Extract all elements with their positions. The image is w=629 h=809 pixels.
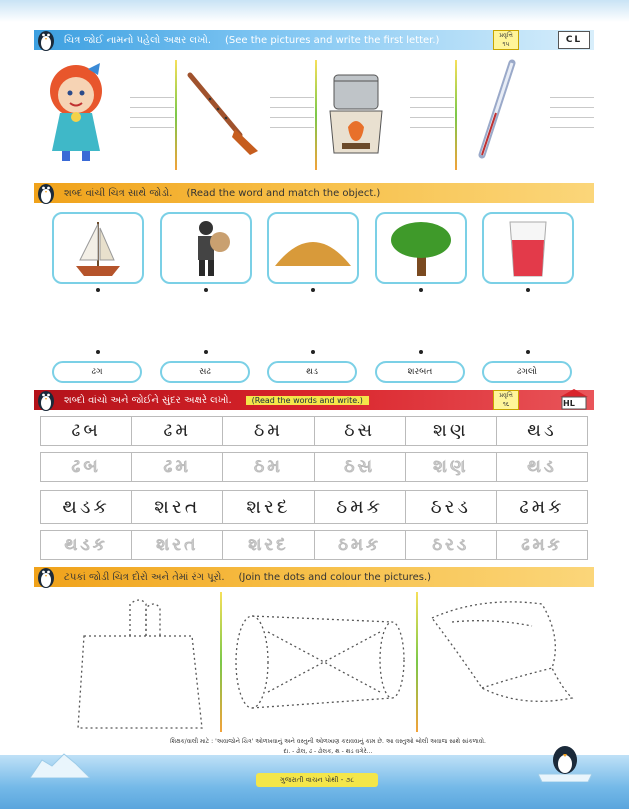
section4-header <box>34 567 594 587</box>
thief-icon <box>162 214 250 282</box>
match-dot[interactable] <box>311 288 315 292</box>
penguin-icon <box>36 179 56 205</box>
tag-hl: HL <box>563 399 575 408</box>
divider <box>416 592 418 732</box>
first-letter-row <box>40 55 600 170</box>
word-cell: ઢમક <box>497 491 588 523</box>
divider <box>455 60 457 170</box>
stove-icon <box>320 55 400 165</box>
word-cell: ઢમ <box>132 417 223 445</box>
match-dot[interactable] <box>526 288 530 292</box>
glass-card <box>482 212 574 284</box>
word-cell: શરત <box>132 491 223 523</box>
trace-row-1[interactable] <box>40 452 588 482</box>
heap-card <box>267 212 359 284</box>
word-cell: થડ <box>497 417 588 445</box>
section2-subtitle: (Read the word and match the object.) <box>186 187 381 199</box>
doll-item <box>40 55 180 170</box>
dotted-shell-icon[interactable] <box>422 598 582 718</box>
word-cell: ઠસ <box>315 417 406 445</box>
word-pill: ઢગ <box>52 361 142 383</box>
section4-subtitle: (Join the dots and colour the pictures.) <box>238 571 432 583</box>
sailboat-icon <box>54 214 142 282</box>
trace-cell[interactable]: ઢબ <box>40 453 132 481</box>
tag-cl: CL <box>558 31 590 49</box>
trace-cell[interactable]: થડ <box>497 453 588 481</box>
thermometer-item <box>460 55 600 170</box>
tree-card <box>375 212 467 284</box>
dotted-bag-icon[interactable] <box>74 598 214 734</box>
section3-title: શબ્દો વાંચો અને જોઈને સુંદર અક્ષરે લખો. <box>64 394 232 406</box>
heap-icon <box>269 214 357 282</box>
shehnai-icon <box>180 55 270 165</box>
practice-row-1 <box>40 416 588 446</box>
section3-subtitle: (Read the words and write.) <box>246 396 369 405</box>
thermometer-icon <box>460 55 540 165</box>
penguin-icon <box>36 563 56 589</box>
word-pill: થડ <box>267 361 357 383</box>
section1-subtitle: (See the pictures and write the first letter.) <box>225 34 440 46</box>
shehnai-item <box>180 55 320 170</box>
glass-icon <box>484 214 572 282</box>
word-cell: ઠરડ <box>406 491 497 523</box>
word-cell: થડક <box>40 491 132 523</box>
word-cell: ઢબ <box>40 417 132 445</box>
activity-badge: પ્રવૃત્તિ ૧૫ <box>493 30 519 50</box>
trace-row-2[interactable] <box>40 530 588 560</box>
match-dot[interactable] <box>311 350 315 354</box>
write-lines[interactable] <box>410 97 454 137</box>
stove-item <box>320 55 460 170</box>
match-dot[interactable] <box>96 288 100 292</box>
dotted-drum-icon[interactable] <box>232 602 412 722</box>
boat-card <box>52 212 144 284</box>
practice-row-2 <box>40 490 588 524</box>
top-band <box>0 0 629 22</box>
match-dot[interactable] <box>419 288 423 292</box>
trace-cell[interactable]: શણ <box>406 453 497 481</box>
match-dot[interactable] <box>526 350 530 354</box>
word-cell: ઠમક <box>315 491 406 523</box>
page-number: ગુજરાતી વાચન પોથી - ૭૮ <box>256 773 378 787</box>
trace-cell[interactable]: ઠસ <box>315 453 406 481</box>
match-dot[interactable] <box>419 350 423 354</box>
trace-cell[interactable]: થડક <box>40 531 132 559</box>
penguin-icon <box>36 386 56 412</box>
word-pill: શરબત <box>375 361 465 383</box>
penguin-on-ice-icon <box>538 740 592 782</box>
word-pill: સઢ <box>160 361 250 383</box>
trace-cell[interactable]: શરદ <box>223 531 314 559</box>
trace-cell[interactable]: ઠરડ <box>406 531 497 559</box>
word-cell: ઠમ <box>223 417 314 445</box>
divider <box>315 60 317 170</box>
trace-cell[interactable]: ઠમક <box>315 531 406 559</box>
doll-icon <box>40 55 120 165</box>
section4-title: ટપકાં જોડી ચિત્ર દોરો અને તેમાં રંગ પૂરો. <box>64 571 225 583</box>
section2-header <box>34 183 594 203</box>
divider <box>220 592 222 732</box>
thief-card <box>160 212 252 284</box>
match-dot[interactable] <box>96 350 100 354</box>
trace-cell[interactable]: ઠમ <box>223 453 314 481</box>
write-lines[interactable] <box>130 97 174 137</box>
dot-to-dot-row <box>40 592 600 742</box>
match-dot[interactable] <box>204 350 208 354</box>
trace-cell[interactable]: શરત <box>132 531 223 559</box>
write-lines[interactable] <box>550 97 594 137</box>
trace-cell[interactable]: ઢમક <box>497 531 588 559</box>
trace-cell[interactable]: ઢમ <box>132 453 223 481</box>
iceberg-icon <box>30 752 90 778</box>
section2-title: શબ્દ વાંચી ચિત્ર સાથે જોડો. <box>64 187 173 199</box>
divider <box>175 60 177 170</box>
tree-icon <box>377 214 465 282</box>
word-pill: ઢગલો <box>482 361 572 383</box>
activity-badge: પ્રવૃત્તિ ૧૬ <box>493 390 519 410</box>
section1-title: ચિત્ર જોઈ નામનો પહેલો અક્ષર લખો. <box>64 34 211 46</box>
teacher-note: શિક્ષક/વાલી માટે : 'અવાજોને ચિત્ર' ઓળખવાનું અને વસ્તુની ઓળખાણ કરાવવાનું કામ છે. આ વસ્તુઓ બોલી અવાજ સાથે સાંકળાવો. દા. - ઢોલ, ઢ - ઢોલક, થ - થડ વગેરે... <box>170 738 486 755</box>
word-cell: શણ <box>406 417 497 445</box>
penguin-icon <box>36 26 56 52</box>
word-cell: શરદ <box>223 491 314 523</box>
match-dot[interactable] <box>204 288 208 292</box>
write-lines[interactable] <box>270 97 314 137</box>
